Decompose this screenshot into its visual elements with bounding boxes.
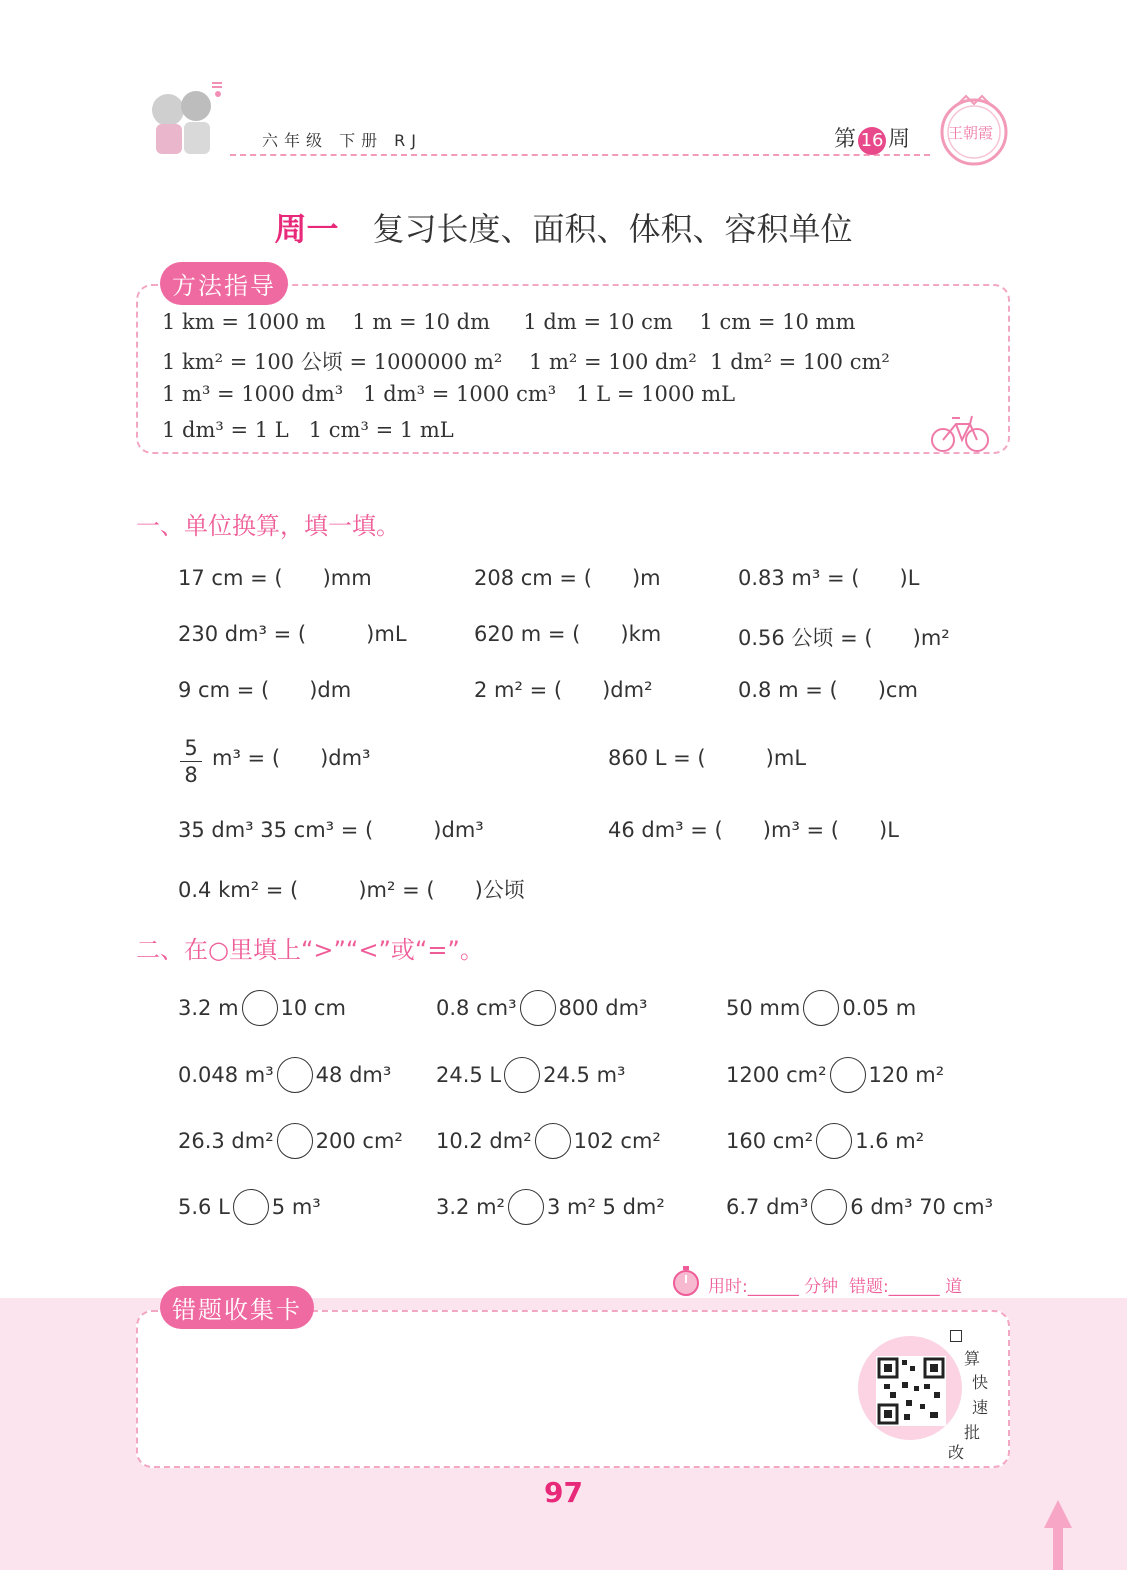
compare-2-1 — [178, 1057, 391, 1093]
compare-circle[interactable] — [535, 1123, 571, 1159]
arrow-up-icon — [1040, 1498, 1076, 1570]
page-title — [0, 204, 1127, 250]
compare-circle[interactable] — [803, 990, 839, 1026]
method-label: 方法指导 — [160, 262, 288, 305]
compare-circle[interactable] — [242, 990, 278, 1026]
question-11: 860 L = ( )mL — [608, 746, 807, 770]
compare-circle[interactable] — [816, 1123, 852, 1159]
compare-circle[interactable] — [520, 990, 556, 1026]
compare-right: 24.5 m³ — [543, 1063, 626, 1087]
question-12: 35 dm³ 35 cm³ = ( )dm³ — [178, 818, 484, 842]
compare-right: 48 dm³ — [315, 1063, 392, 1087]
compare-right: 0.05 m — [842, 996, 917, 1020]
compare-1-3 — [726, 990, 916, 1026]
formula-line-4: 1 dm³ = 1 L 1 cm³ = 1 mL — [162, 418, 454, 442]
qr-label-2: 快 — [972, 1373, 989, 1392]
bicycle-icon — [930, 414, 990, 454]
compare-left: 6.7 dm³ — [726, 1195, 809, 1219]
question-6: 0.56 公顷 = ( )m² — [738, 626, 950, 650]
page-number: 97 — [544, 1476, 583, 1509]
question-4: 230 dm³ = ( )mL — [178, 622, 407, 646]
compare-1-1 — [178, 990, 346, 1026]
compare-circle[interactable] — [233, 1189, 269, 1225]
qr-label-4: 批 — [964, 1423, 981, 1442]
question-9: 0.8 m = ( )cm — [738, 678, 918, 702]
question-7: 9 cm = ( )dm — [178, 678, 352, 702]
compare-left: 160 cm² — [726, 1129, 814, 1153]
compare-left: 5.6 L — [178, 1195, 230, 1219]
compare-right: 120 m² — [868, 1063, 945, 1087]
formula-line-2: 1 km² = 100 公顷 = 1000000 m² 1 m² = 100 dm² 1 dm² = 100 cm² — [162, 350, 890, 374]
compare-3-2 — [436, 1123, 661, 1159]
compare-left: 0.8 cm³ — [436, 996, 517, 1020]
kids-mascot-icon — [140, 76, 232, 160]
grade-label: 六年级 下册 RJ — [262, 131, 423, 150]
question-8: 2 m² = ( )dm² — [474, 678, 653, 702]
title-day: 周一 — [274, 210, 339, 248]
checkbox-icon — [950, 1330, 962, 1342]
question-5: 620 m = ( )km — [474, 622, 662, 646]
qr-label-3: 速 — [972, 1398, 989, 1417]
question-2: 208 cm = ( )m — [474, 566, 661, 590]
week-number-badge: 16 — [858, 127, 886, 155]
compare-right: 10 cm — [280, 996, 346, 1020]
compare-2-3 — [726, 1057, 944, 1093]
stopwatch-icon — [670, 1264, 702, 1298]
fraction-numerator: 5 — [184, 736, 198, 760]
compare-right: 3 m² 5 dm² — [546, 1195, 665, 1219]
compare-right: 800 dm³ — [558, 996, 648, 1020]
compare-left: 26.3 dm² — [178, 1129, 274, 1153]
compare-circle[interactable] — [277, 1123, 313, 1159]
compare-left: 3.2 m² — [436, 1195, 505, 1219]
week-prefix: 第 — [834, 127, 857, 152]
question-13: 46 dm³ = ( )m³ = ( )L — [608, 818, 899, 842]
compare-3-3 — [726, 1123, 924, 1159]
question-10: m³ = ( )dm³ — [212, 746, 371, 770]
compare-left: 10.2 dm² — [436, 1129, 532, 1153]
question-14: 0.4 km² = ( )m² = ( )公顷 — [178, 878, 525, 902]
fraction-denominator: 8 — [184, 763, 198, 787]
qr-code-icon[interactable] — [876, 1356, 946, 1426]
compare-circle[interactable] — [811, 1189, 847, 1225]
header-divider — [230, 154, 930, 156]
fraction-five-eighths — [180, 736, 202, 787]
compare-right: 5 m³ — [271, 1195, 321, 1219]
qr-label-1: 算 — [964, 1349, 981, 1368]
fraction-bar — [180, 761, 202, 762]
compare-1-2 — [436, 990, 647, 1026]
formula-line-3: 1 m³ = 1000 dm³ 1 dm³ = 1000 cm³ 1 L = 1000 mL — [162, 382, 736, 406]
week-suffix: 周 — [888, 127, 911, 152]
qr-label-5: 改 — [948, 1443, 965, 1462]
compare-4-1 — [178, 1189, 321, 1225]
week-label — [834, 122, 910, 155]
question-3: 0.83 m³ = ( )L — [738, 566, 920, 590]
mistake-card-label: 错题收集卡 — [160, 1286, 314, 1329]
section1-heading: 一、单位换算，填一填。 — [136, 512, 400, 540]
compare-left: 24.5 L — [436, 1063, 502, 1087]
compare-left: 1200 cm² — [726, 1063, 827, 1087]
title-text: 复习长度、面积、体积、容积单位 — [372, 210, 853, 248]
compare-right: 200 cm² — [315, 1129, 403, 1153]
compare-right: 6 dm³ 70 cm³ — [850, 1195, 994, 1219]
compare-left: 0.048 m³ — [178, 1063, 274, 1087]
formula-line-1: 1 km = 1000 m 1 m = 10 dm 1 dm = 10 cm 1 cm = 10 mm — [162, 310, 856, 334]
compare-2-2 — [436, 1057, 625, 1093]
section2-heading: 二、在○里填上“>”“<”或“=”。 — [136, 936, 484, 964]
compare-left: 50 mm — [726, 996, 801, 1020]
compare-circle[interactable] — [830, 1057, 866, 1093]
compare-right: 102 cm² — [573, 1129, 661, 1153]
compare-circle[interactable] — [508, 1189, 544, 1225]
timer-text: 用时:______ 分钟 错题:______ 道 — [708, 1277, 963, 1297]
compare-right: 1.6 m² — [855, 1129, 925, 1153]
compare-4-3 — [726, 1189, 993, 1225]
question-1: 17 cm = ( )mm — [178, 566, 372, 590]
compare-circle[interactable] — [277, 1057, 313, 1093]
compare-left: 3.2 m — [178, 996, 239, 1020]
compare-3-1 — [178, 1123, 403, 1159]
compare-circle[interactable] — [504, 1057, 540, 1093]
compare-4-2 — [436, 1189, 665, 1225]
seal-text: 王朝霞 — [948, 124, 994, 142]
